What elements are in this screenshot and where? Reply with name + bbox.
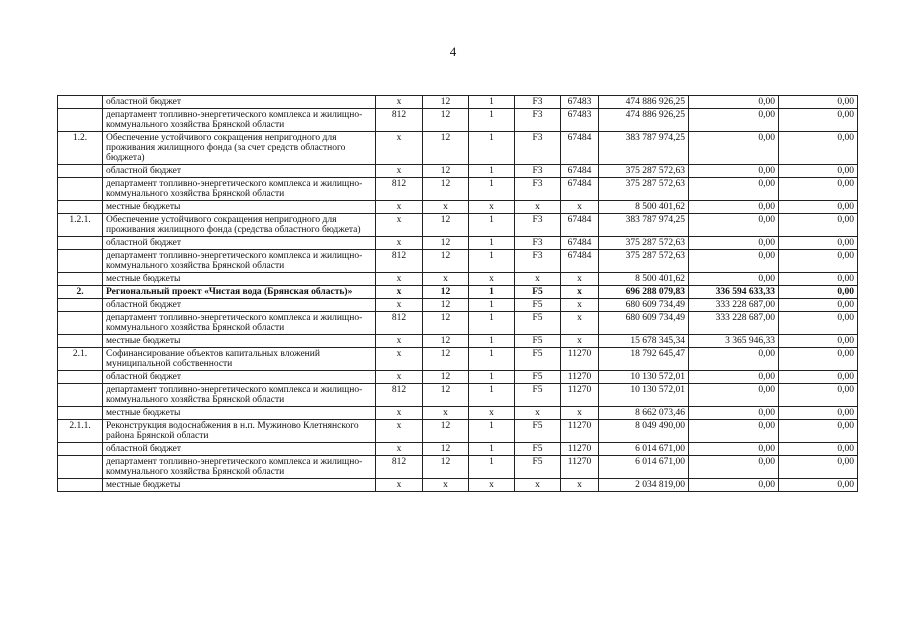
table-row [58,250,858,273]
code-grbs: х [376,214,423,237]
amount-year-2: 0,00 [689,420,779,443]
amount-year-1: 375 287 572,63 [599,178,689,201]
amount-year-1: 375 287 572,63 [599,250,689,273]
code-grbs: х [376,299,423,312]
amount-year-3: 0,00 [779,335,858,348]
amount-year-1: 8 500 401,62 [599,273,689,286]
code-grbs: х [376,165,423,178]
code-target: 11270 [561,456,599,479]
row-number [58,312,103,335]
amount-year-1: 2 034 819,00 [599,479,689,492]
code-grbs: х [376,132,423,165]
row-number [58,109,103,132]
row-number [58,250,103,273]
row-name: местные бюджеты [103,407,376,420]
code-target: х [561,335,599,348]
row-number [58,407,103,420]
code-project: F3 [515,132,561,165]
amount-year-3: 0,00 [779,443,858,456]
table-row [58,201,858,214]
row-number [58,479,103,492]
code-section: 12 [423,371,469,384]
amount-year-2: 333 228 687,00 [689,299,779,312]
code-subsection: х [469,273,515,286]
code-project: х [515,201,561,214]
code-grbs: х [376,443,423,456]
page-number: 4 [449,44,457,59]
row-number [58,178,103,201]
row-number [58,201,103,214]
code-grbs: х [376,273,423,286]
code-target: х [561,312,599,335]
code-section: х [423,273,469,286]
row-name: областной бюджет [103,96,376,109]
amount-year-2: 0,00 [689,165,779,178]
code-grbs: 812 [376,456,423,479]
amount-year-3: 0,00 [779,96,858,109]
code-section: 12 [423,214,469,237]
row-name: Софинансирование объектов капитальных вложений муниципальной собственности [103,348,376,371]
amount-year-3: 0,00 [779,456,858,479]
code-project: F3 [515,178,561,201]
amount-year-1: 8 662 073,46 [599,407,689,420]
code-subsection: 1 [469,165,515,178]
code-target: 11270 [561,384,599,407]
row-name: местные бюджеты [103,273,376,286]
amount-year-1: 15 678 345,34 [599,335,689,348]
code-project: F5 [515,384,561,407]
code-section: 12 [423,132,469,165]
amount-year-3: 0,00 [779,384,858,407]
row-number [58,237,103,250]
code-subsection: х [469,201,515,214]
amount-year-2: 0,00 [689,237,779,250]
code-section: 12 [423,286,469,299]
table-row [58,273,858,286]
table-row [58,371,858,384]
amount-year-2: 336 594 633,33 [689,286,779,299]
row-number: 2.1.1. [58,420,103,443]
amount-year-2: 333 228 687,00 [689,312,779,335]
row-number [58,165,103,178]
code-project: F3 [515,109,561,132]
code-grbs: 812 [376,384,423,407]
row-name: областной бюджет [103,371,376,384]
budget-table [57,95,858,492]
table-row [58,237,858,250]
amount-year-3: 0,00 [779,312,858,335]
amount-year-2: 0,00 [689,214,779,237]
code-subsection: х [469,407,515,420]
code-subsection: 1 [469,443,515,456]
row-number [58,96,103,109]
code-target: 67484 [561,178,599,201]
amount-year-1: 8 049 490,00 [599,420,689,443]
code-section: 12 [423,165,469,178]
amount-year-2: 0,00 [689,407,779,420]
amount-year-2: 0,00 [689,250,779,273]
table-row [58,165,858,178]
code-target: 11270 [561,443,599,456]
amount-year-3: 0,00 [779,286,858,299]
code-target: 67484 [561,237,599,250]
code-section: 12 [423,237,469,250]
row-number [58,371,103,384]
amount-year-2: 3 365 946,33 [689,335,779,348]
amount-year-2: 0,00 [689,456,779,479]
code-subsection: 1 [469,109,515,132]
amount-year-2: 0,00 [689,96,779,109]
code-section: 12 [423,312,469,335]
code-target: х [561,299,599,312]
code-grbs: х [376,420,423,443]
row-number [58,384,103,407]
row-number [58,299,103,312]
code-section: х [423,407,469,420]
code-project: F3 [515,96,561,109]
table-row [58,214,858,237]
code-project: х [515,479,561,492]
code-subsection: 1 [469,312,515,335]
table-row [58,178,858,201]
code-subsection: 1 [469,286,515,299]
code-project: F5 [515,420,561,443]
row-number [58,335,103,348]
row-number [58,273,103,286]
amount-year-2: 0,00 [689,109,779,132]
row-number [58,456,103,479]
row-name: местные бюджеты [103,335,376,348]
code-section: х [423,201,469,214]
table-row [58,384,858,407]
table-body [58,96,858,492]
code-target: 67484 [561,250,599,273]
amount-year-2: 0,00 [689,178,779,201]
code-project: F5 [515,456,561,479]
code-target: х [561,407,599,420]
table-row [58,407,858,420]
table-row [58,96,858,109]
code-project: F5 [515,335,561,348]
code-subsection: 1 [469,250,515,273]
code-grbs: 812 [376,109,423,132]
code-section: 12 [423,109,469,132]
amount-year-3: 0,00 [779,250,858,273]
row-name: областной бюджет [103,299,376,312]
code-project: F5 [515,286,561,299]
amount-year-3: 0,00 [779,273,858,286]
code-project: F5 [515,299,561,312]
row-name: департамент топливно-энергетического комплекса и жилищно-коммунального хозяйства Брянской области [103,456,376,479]
amount-year-3: 0,00 [779,109,858,132]
table-row [58,335,858,348]
row-name: департамент топливно-энергетического комплекса и жилищно-коммунального хозяйства Брянской области [103,312,376,335]
row-name: местные бюджеты [103,479,376,492]
code-subsection: 1 [469,237,515,250]
code-grbs: х [376,96,423,109]
code-subsection: х [469,479,515,492]
table-row [58,286,858,299]
amount-year-3: 0,00 [779,348,858,371]
amount-year-1: 18 792 645,47 [599,348,689,371]
row-name: Обеспечение устойчивого сокращения непригодного для проживания жилищного фонда (средства областного бюджета) [103,214,376,237]
code-target: 67483 [561,96,599,109]
table-row [58,420,858,443]
code-section: 12 [423,456,469,479]
row-name: департамент топливно-энергетического комплекса и жилищно-коммунального хозяйства Брянской области [103,109,376,132]
code-grbs: х [376,479,423,492]
amount-year-1: 680 609 734,49 [599,299,689,312]
table-row [58,312,858,335]
amount-year-3: 0,00 [779,479,858,492]
row-name: департамент топливно-энергетического комплекса и жилищно-коммунального хозяйства Брянской области [103,178,376,201]
code-grbs: 812 [376,178,423,201]
amount-year-1: 375 287 572,63 [599,165,689,178]
row-name: Реконструкция водоснабжения в н.п. Мужиново Клетнянского района Брянской области [103,420,376,443]
amount-year-1: 10 130 572,01 [599,371,689,384]
code-subsection: 1 [469,96,515,109]
amount-year-1: 474 886 926,25 [599,109,689,132]
amount-year-2: 0,00 [689,273,779,286]
code-grbs: х [376,335,423,348]
amount-year-1: 10 130 572,01 [599,384,689,407]
amount-year-2: 0,00 [689,348,779,371]
amount-year-1: 375 287 572,63 [599,237,689,250]
code-section: 12 [423,178,469,201]
code-subsection: 1 [469,299,515,312]
code-grbs: 812 [376,250,423,273]
code-section: 12 [423,384,469,407]
row-name: областной бюджет [103,443,376,456]
row-name: Региональный проект «Чистая вода (Брянская область)» [103,286,376,299]
code-project: х [515,407,561,420]
code-target: 67484 [561,165,599,178]
code-grbs: х [376,371,423,384]
code-project: F5 [515,443,561,456]
amount-year-1: 6 014 671,00 [599,443,689,456]
amount-year-3: 0,00 [779,201,858,214]
amount-year-2: 0,00 [689,443,779,456]
code-section: 12 [423,250,469,273]
code-grbs: х [376,201,423,214]
code-target: х [561,273,599,286]
amount-year-2: 0,00 [689,384,779,407]
amount-year-2: 0,00 [689,479,779,492]
code-target: 67484 [561,132,599,165]
code-target: 67483 [561,109,599,132]
code-section: 12 [423,348,469,371]
table-row [58,443,858,456]
amount-year-3: 0,00 [779,237,858,250]
code-target: х [561,479,599,492]
code-project: х [515,273,561,286]
amount-year-1: 8 500 401,62 [599,201,689,214]
code-target: х [561,286,599,299]
amount-year-2: 0,00 [689,371,779,384]
code-subsection: 1 [469,420,515,443]
amount-year-1: 474 886 926,25 [599,96,689,109]
table-row [58,479,858,492]
code-section: 12 [423,299,469,312]
code-grbs: х [376,348,423,371]
code-project: F3 [515,250,561,273]
amount-year-1: 383 787 974,25 [599,214,689,237]
code-section: 12 [423,443,469,456]
table-row [58,348,858,371]
amount-year-3: 0,00 [779,178,858,201]
code-project: F5 [515,312,561,335]
row-number: 1.2. [58,132,103,165]
code-subsection: 1 [469,178,515,201]
code-section: 12 [423,420,469,443]
code-project: F3 [515,237,561,250]
code-grbs: 812 [376,312,423,335]
amount-year-3: 0,00 [779,407,858,420]
row-name: областной бюджет [103,237,376,250]
code-subsection: 1 [469,384,515,407]
code-section: 12 [423,96,469,109]
code-subsection: 1 [469,214,515,237]
code-project: F3 [515,165,561,178]
code-section: х [423,479,469,492]
code-target: 11270 [561,371,599,384]
amount-year-2: 0,00 [689,201,779,214]
row-name: Обеспечение устойчивого сокращения непригодного для проживания жилищного фонда (за счет средств областного бюджета) [103,132,376,165]
code-grbs: х [376,237,423,250]
row-name: областной бюджет [103,165,376,178]
row-number: 2.1. [58,348,103,371]
amount-year-1: 696 288 079,83 [599,286,689,299]
table-row [58,109,858,132]
amount-year-3: 0,00 [779,165,858,178]
code-target: х [561,201,599,214]
row-number [58,443,103,456]
table-row [58,132,858,165]
code-subsection: 1 [469,456,515,479]
code-grbs: х [376,286,423,299]
amount-year-3: 0,00 [779,299,858,312]
amount-year-2: 0,00 [689,132,779,165]
code-subsection: 1 [469,132,515,165]
code-target: 67484 [561,214,599,237]
code-target: 11270 [561,348,599,371]
amount-year-3: 0,00 [779,214,858,237]
table-row [58,456,858,479]
amount-year-3: 0,00 [779,420,858,443]
code-section: 12 [423,335,469,348]
row-name: местные бюджеты [103,201,376,214]
amount-year-3: 0,00 [779,132,858,165]
amount-year-1: 6 014 671,00 [599,456,689,479]
code-grbs: х [376,407,423,420]
code-target: 11270 [561,420,599,443]
code-subsection: 1 [469,335,515,348]
row-number: 2. [58,286,103,299]
table-row [58,299,858,312]
row-name: департамент топливно-энергетического комплекса и жилищно-коммунального хозяйства Брянской области [103,384,376,407]
amount-year-3: 0,00 [779,371,858,384]
code-project: F5 [515,371,561,384]
amount-year-1: 383 787 974,25 [599,132,689,165]
code-subsection: 1 [469,371,515,384]
amount-year-1: 680 609 734,49 [599,312,689,335]
row-number: 1.2.1. [58,214,103,237]
code-project: F5 [515,348,561,371]
code-subsection: 1 [469,348,515,371]
row-name: департамент топливно-энергетического комплекса и жилищно-коммунального хозяйства Брянской области [103,250,376,273]
code-project: F3 [515,214,561,237]
